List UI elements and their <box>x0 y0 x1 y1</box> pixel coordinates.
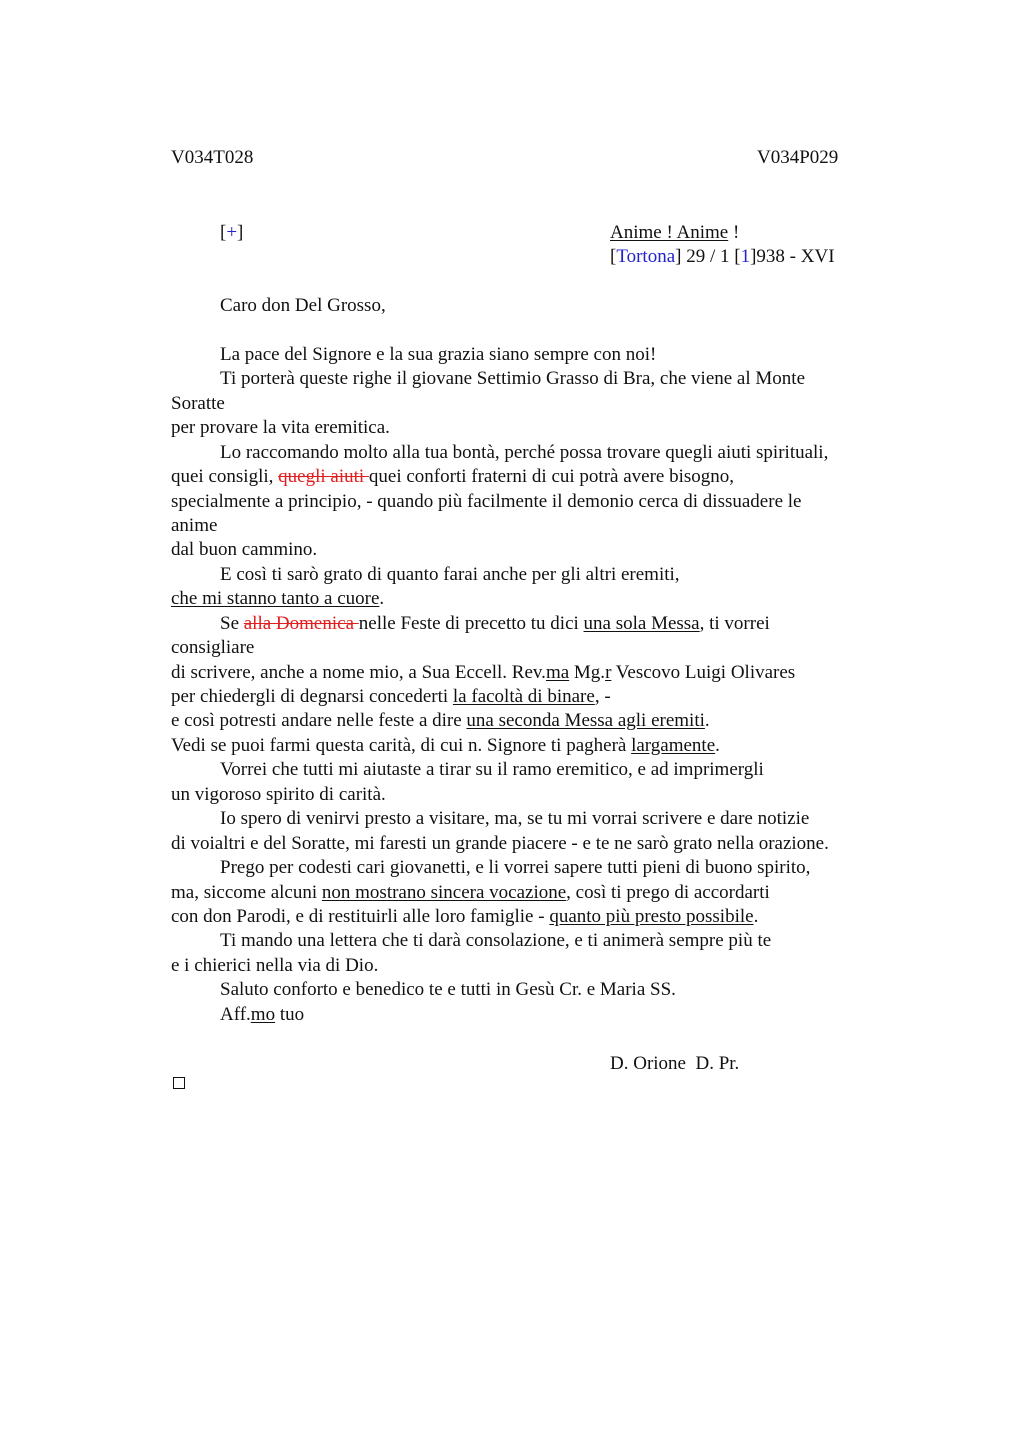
deleted-text: alla Domenica <box>243 613 359 634</box>
letter-line: anime <box>171 515 218 536</box>
letter-line: La pace del Signore e la sua grazia siano sempre con noi! <box>220 344 657 365</box>
motto: Anime ! Anime ! <box>610 222 740 243</box>
editor-mark: [+] <box>220 222 244 243</box>
letter-line: e così potresti andare nelle feste a dire una seconda Messa agli eremiti. <box>171 710 710 731</box>
letter-line: e i chierici nella via di Dio. <box>171 955 379 976</box>
letter-line: con don Parodi, e di restituirli alle loro famiglie - quanto più presto possibile. <box>171 906 759 927</box>
letter-line: ma, siccome alcuni non mostrano sincera vocazione, così ti prego di accordarti <box>171 882 770 903</box>
document-code-right: V034P029 <box>757 147 839 168</box>
letter-line: Prego per codesti cari giovanetti, e li vorrei sapere tutti pieni di buono spirito, <box>220 857 811 878</box>
letter-line: Soratte <box>171 393 225 414</box>
letter-line: un vigoroso spirito di carità. <box>171 784 386 805</box>
letter-line: dal buon cammino. <box>171 539 318 560</box>
letter-line: Se alla Domenica nelle Feste di precetto tu dici una sola Messa, ti vorrei <box>220 613 770 634</box>
letter-line: che mi stanno tanto a cuore. <box>171 588 385 609</box>
letter-line: Saluto conforto e benedico te e tutti in Gesù Cr. e Maria SS. <box>220 979 676 1000</box>
letter-line: Ti porterà queste righe il giovane Settimio Grasso di Bra, che viene al Monte <box>220 368 806 389</box>
dateline-place: Tortona <box>616 246 676 267</box>
letter-line: Vorrei che tutti mi aiutaste a tirar su il ramo eremitico, e ad imprimergli <box>220 759 764 780</box>
letter-line: E così ti sarò grato di quanto farai anche per gli altri eremiti, <box>220 564 680 585</box>
letter-line: Vedi se puoi farmi questa carità, di cui n. Signore ti pagherà largamente. <box>171 735 720 756</box>
letter-line: Io spero di venirvi presto a visitare, ma, se tu mi vorrai scrivere e dare notizie <box>220 808 810 829</box>
greeting: Caro don Del Grosso, <box>220 295 386 316</box>
letter-line: specialmente a principio, - quando più facilmente il demonio cerca di dissuadere le <box>171 491 802 512</box>
letter-line: quei consigli, quegli aiuti quei conforti fraterni di cui potrà avere bisogno, <box>171 466 734 487</box>
dateline-digit: 1 <box>740 246 751 267</box>
signature: D. Orione D. Pr. <box>610 1053 740 1074</box>
square-outline-icon <box>173 1077 185 1089</box>
document-code-left: V034T028 <box>171 147 254 168</box>
letter-line: di scrivere, anche a nome mio, a Sua Eccell. Rev.ma Mg.r Vescovo Luigi Olivares <box>171 662 796 683</box>
letter-line: per chiedergli di degnarsi concederti la facoltà di binare, - <box>171 686 611 707</box>
letter-line: Lo raccomando molto alla tua bontà, perché possa trovare quegli aiuti spirituali, <box>220 442 829 463</box>
dateline: [Tortona] 29 / 1 [1]938 - XVI <box>610 246 835 267</box>
letter-line: per provare la vita eremitica. <box>171 417 390 438</box>
letter-line: di voialtri e del Soratte, mi faresti un grande piacere - e te ne sarò grato nella orazione. <box>171 833 829 854</box>
letter-line: Ti mando una lettera che ti darà consolazione, e ti animerà sempre più te <box>220 930 772 951</box>
deleted-text: quegli aiuti <box>278 466 369 487</box>
closing: Aff.mo tuo <box>220 1004 305 1025</box>
plus-icon: + <box>226 222 238 243</box>
letter-line: consigliare <box>171 637 255 658</box>
